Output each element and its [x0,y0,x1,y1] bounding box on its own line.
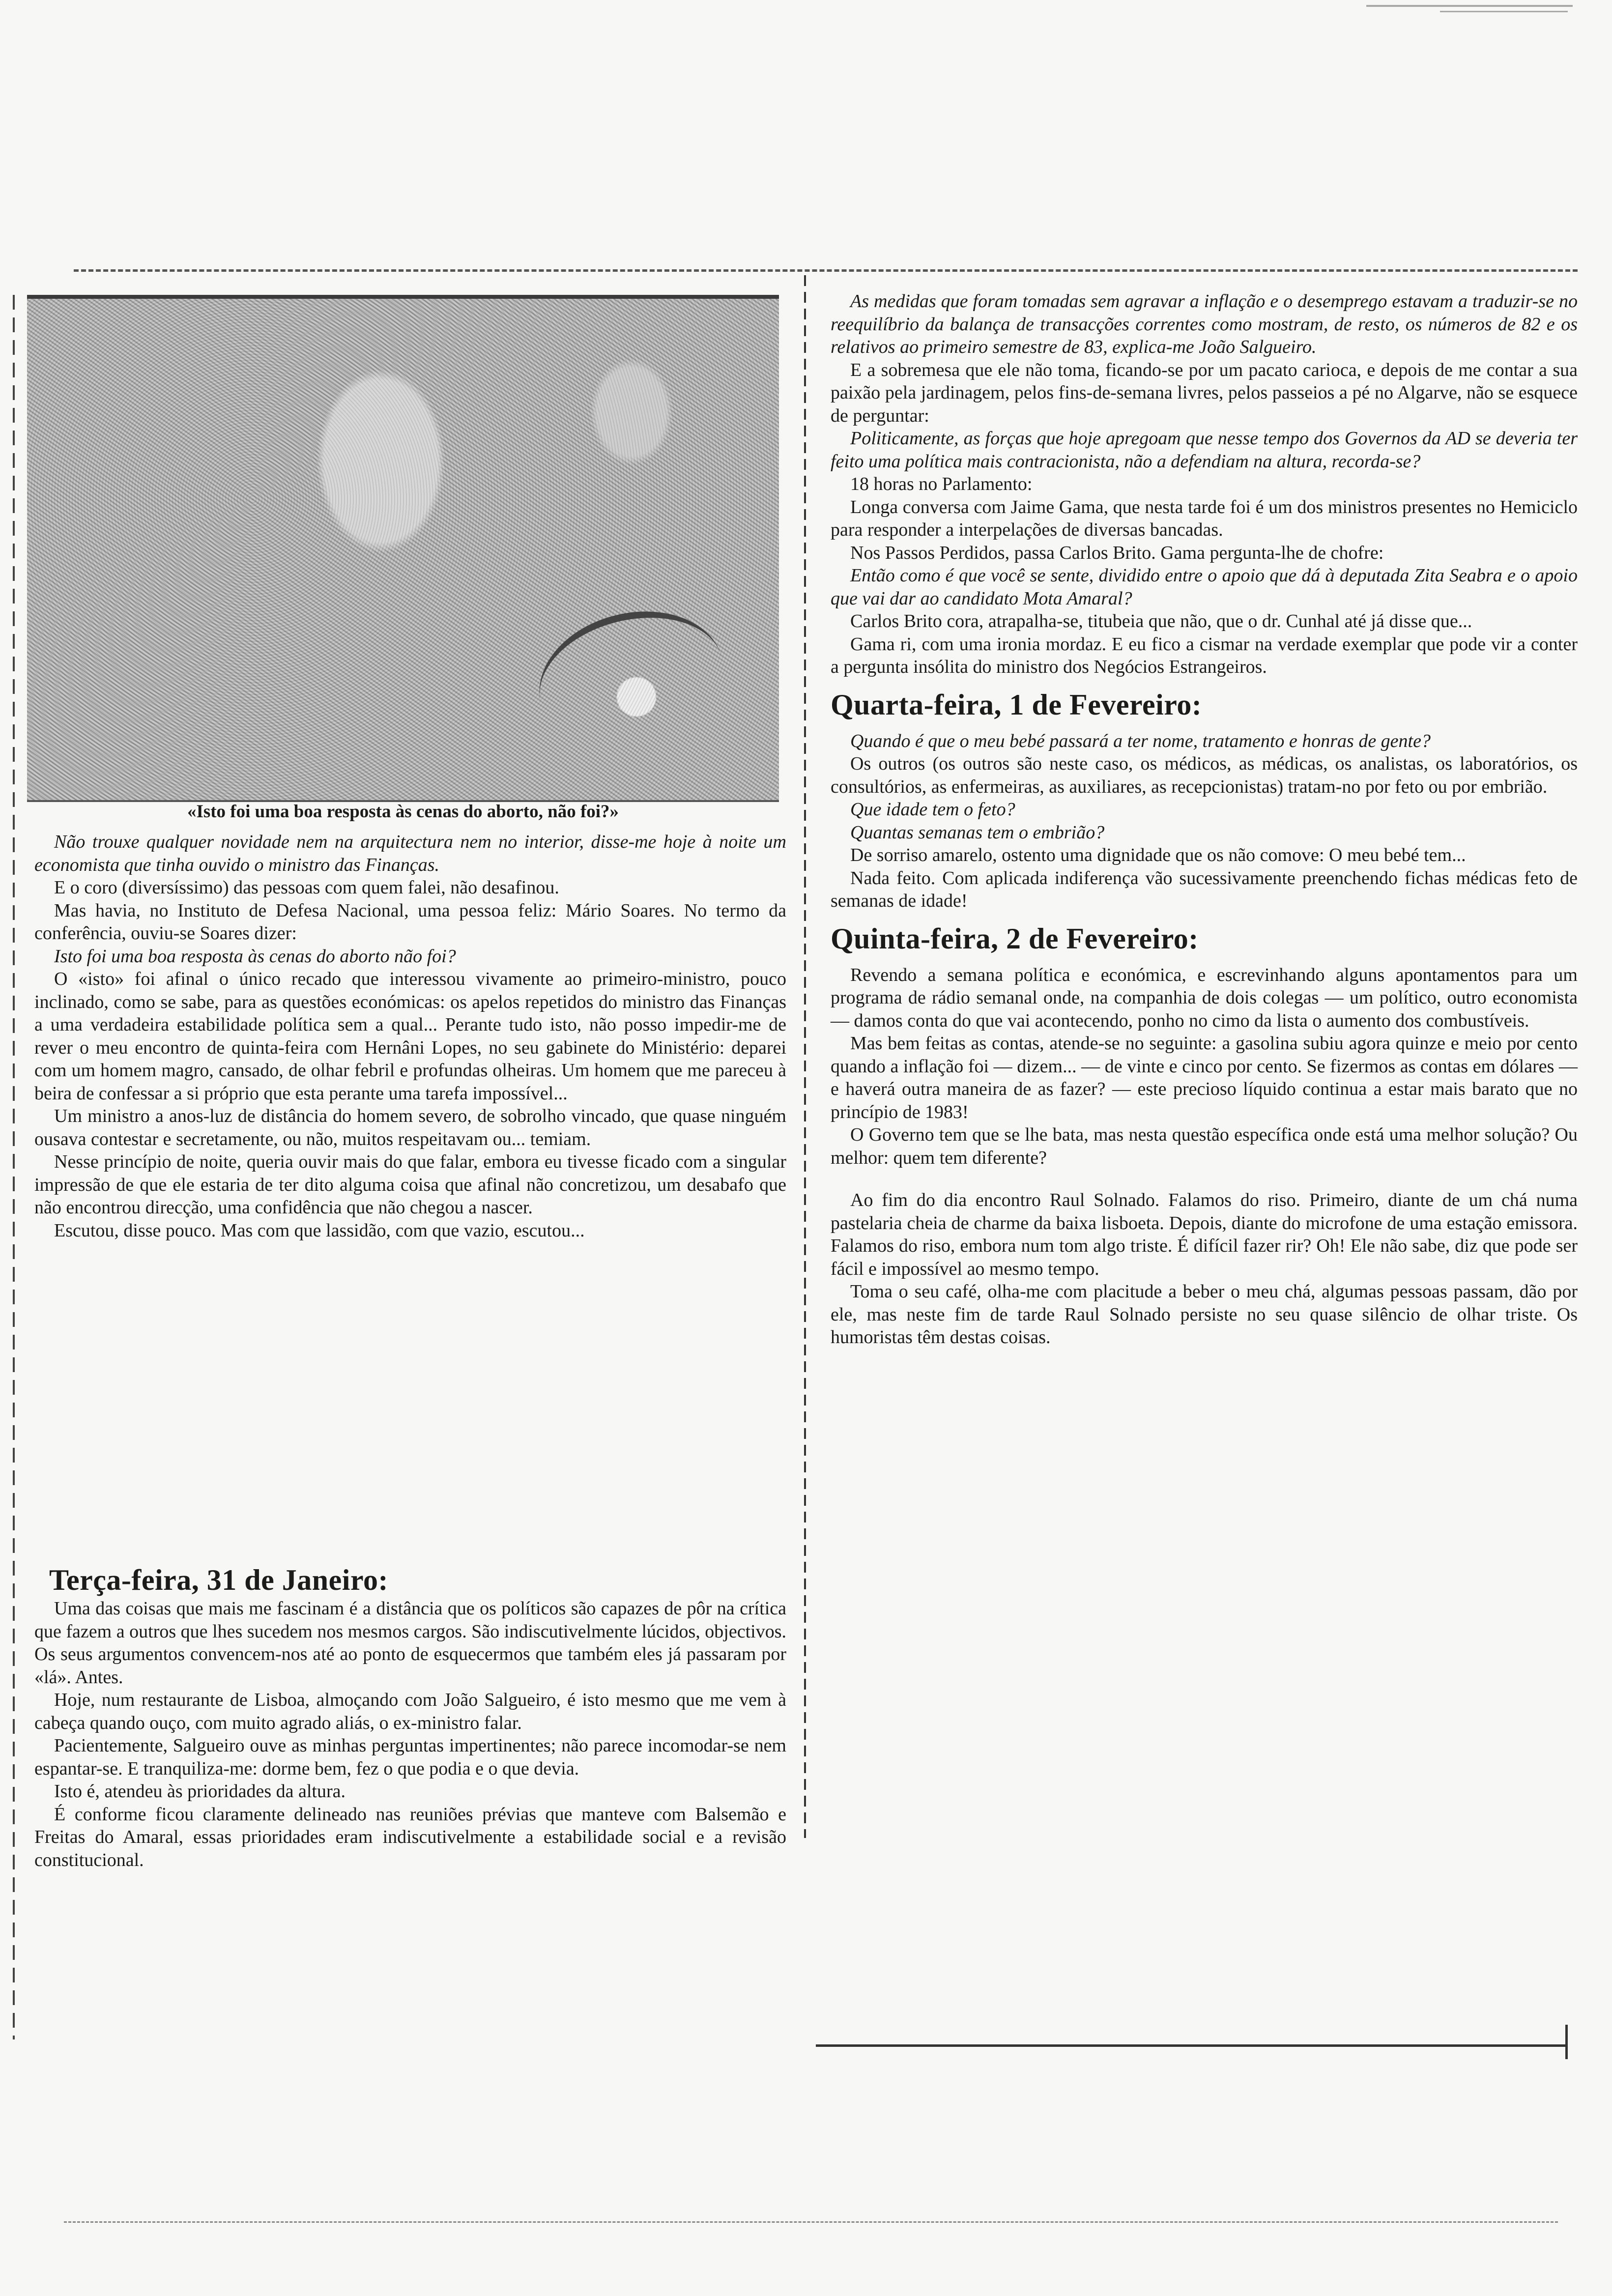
scan-speck [1366,5,1573,7]
paragraph: Toma o seu café, olha-me com placitude a beber o meu chá, algumas pessoas passam, dão por ele, mas neste fim de tarde Raul Solnado persiste no seu quase silêncio de olhar triste. Os humoristas têm destas coisas. [831,1281,1578,1348]
paragraph: Não trouxe qualquer novidade nem na arquitectura nem no interior, disse-me hoje à noite um economista que tinha ouvido o ministro das Finanças. [34,832,786,875]
paragraph: Isto é, atendeu às prioridades da altura. [54,1781,345,1802]
corner-tick [1565,2025,1568,2059]
paragraph: Mas bem feitas as contas, atende-se no seguinte: a gasolina subiu agora quinze e meio por cento quando a inflação foi — dizem... — de vinte e cinco por cento. Se fizermos as contas em dólares — e haverá outra maneira de as fazer? — este precioso líquido continua a estar mais barato que no princípio de 1983! [831,1033,1578,1122]
paragraph: Quando é que o meu bebé passará a ter nome, tratamento e honras de gente? [850,730,1431,751]
paragraph: Ao fim do dia encontro Raul Solnado. Falamos do riso. Primeiro, diante de um chá numa pastelaria cheia de charme da baixa lisboeta. Depois, diante do microfone de uma estação emissora. Falamos do riso, embora num tom algo triste. É difícil fazer rir? Oh! Ele não sabe, diz que pode ser fácil e impossível ao mesmo tempo. [831,1190,1578,1279]
paragraph: 18 horas no Parlamento: [850,474,1033,494]
top-rule [74,269,1578,280]
paragraph: Pacientemente, Salgueiro ouve as minhas perguntas impertinentes; não parece incomodar-se nem espantar-se. E tranquiliza-me: dorme bem, fez o que podia e o que devia. [34,1735,786,1779]
left-margin-rule [13,295,15,2039]
paragraph: E a sobremesa que ele não toma, ficando-se por um pacato carioca, e depois de me contar a sua paixão pela jardinagem, pelos fins-de-semana livres, pelos passeios a pé no Algarve, não se esquece de perguntar: [831,359,1578,426]
paragraph: E o coro (diversíssimo) das pessoas com quem falei, não desafinou. [54,877,559,898]
right-column-text [831,290,1578,1349]
paragraph: Um ministro a anos-luz de distância do homem severo, de sobrolho vincado, que quase ninguém ousava contestar e secretamente, ou não, muitos respeitavam ou... temiam. [34,1106,786,1149]
paragraph: Gama ri, com uma ironia mordaz. E eu fico a cismar na verdade exemplar que pode vir a conter a pergunta insólita do ministro dos Negócios Estrangeiros. [831,633,1578,677]
paragraph: Longa conversa com Jaime Gama, que nesta tarde foi é um dos ministros presentes no Hemiciclo para responder a interpelações de diversas bancadas. [831,496,1578,540]
column-rule [804,275,806,1838]
paragraph: Nesse princípio de noite, queria ouvir mais do que falar, embora eu tivesse ficado com a singular impressão de que ele estaria de ter dito alguma coisa que afinal não concretizou, um desabafo que não encontrou direcção, uma confidência que não chegou a nascer. [34,1151,786,1218]
paragraph: Revendo a semana política e económica, e escrevinhando alguns apontamentos para um programa de rádio semanal onde, na companhia de dois colegas — um político, outro economista — damos conta do que vai acontecendo, ponho no cimo da lista o aumento dos combustíveis. [831,964,1578,1031]
paragraph: De sorriso amarelo, ostento uma dignidade que os não comove: O meu bebé tem... [850,845,1466,865]
paragraph: Nos Passos Perdidos, passa Carlos Brito. Gama pergunta-lhe de chofre: [850,542,1384,563]
heading-thursday: Quinta-feira, 2 de Fevereiro: [831,922,1199,955]
news-photo [27,295,779,802]
paragraph: As medidas que foram tomadas sem agravar a inflação e o desemprego estavam a traduzir-se no reequilíbrio da balança de transacções correntes como mostram, de resto, os números de 82 e os relativos ao primeiro semestre de 83, explica-me João Salgueiro. [831,291,1578,357]
left-column-text-tuesday [34,1597,786,1871]
paragraph: Escutou, disse pouco. Mas com que lassidão, com que vazio, escutou... [54,1220,585,1241]
heading-wednesday: Quarta-feira, 1 de Fevereiro: [831,688,1202,721]
bottom-rule [816,2044,1568,2047]
paragraph: Politicamente, as forças que hoje apregoam que nesse tempo dos Governos da AD se deveria ter feito uma política mais contracionista, não a defendiam na altura, recorda-se? [831,428,1578,472]
bottom-dashed-rule [64,2221,1558,2223]
paragraph: Uma das coisas que mais me fascinam é a distância que os políticos são capazes de pôr na crítica que fazem a outros que lhes sucedem nos mesmos cargos. São indiscutivelmente lúcidos, objectivos. Os seus argumentos convencem-nos até ao ponto de esquecermos que também eles já passaram por «lá». Antes. [34,1598,786,1688]
paragraph: O Governo tem que se lhe bata, mas nesta questão específica onde está uma melhor solução? Ou melhor: quem tem diferente? [831,1124,1578,1168]
left-column-text [34,831,786,1242]
paragraph: Hoje, num restaurante de Lisboa, almoçando com João Salgueiro, é isto mesmo que me vem à cabeça quando ouço, com muito agrado aliás, o ex-ministro falar. [34,1690,786,1733]
paragraph: Que idade tem o feto? [850,799,1015,820]
paragraph: Mas havia, no Instituto de Defesa Nacional, uma pessoa feliz: Mário Soares. No termo da conferência, ouviu-se Soares dizer: [34,900,786,944]
scan-speck [1440,11,1568,12]
paragraph: Isto foi uma boa resposta às cenas do aborto não foi? [54,946,456,967]
paragraph: O «isto» foi afinal o único recado que interessou vivamente ao primeiro-ministro, pouco inclinado, como se sabe, para as questões económicas: os apelos repetidos do ministro das Finanças a uma verdadeira estabilidade política sem a qual... Perante tudo isto, não posso impedir-me de rever o meu encontro de quinta-feira com Hernâni Lopes, no seu gabinete do Ministério: deparei com um homem magro, cansado, de olhar febril e profundas olheiras. Um homem que me pareceu à beira de confessar a si próprio que esta perante uma tarefa impossível... [34,969,786,1104]
photo-caption: «Isto foi uma boa resposta às cenas do aborto, não foi?» [187,802,619,822]
paragraph: Carlos Brito cora, atrapalha-se, titubeia que não, que o dr. Cunhal até já disse que... [850,611,1472,631]
paragraph: Quantas semanas tem o embrião? [850,822,1105,843]
paragraph: É conforme ficou claramente delineado nas reuniões prévias que manteve com Balsemão e Freitas do Amaral, essas prioridades eram indiscutivelmente a estabilidade social e a revisão constitucional. [34,1804,786,1870]
paragraph: Os outros (os outros são neste caso, os médicos, as médicas, os analistas, os laboratórios, os consultórios, as enfermeiras, as auxiliares, as recepcionistas) tratam-no por feto ou por embrião. [831,753,1578,797]
heading-tuesday: Terça-feira, 31 de Janeiro: [49,1564,388,1596]
paragraph: Então como é que você se sente, dividido entre o apoio que dá à deputada Zita Seabra e o apoio que vai dar ao candidato Mota Amaral? [831,565,1578,609]
paragraph: Nada feito. Com aplicada indiferença vão sucessivamente preenchendo fichas médicas feto de semanas de idade! [831,867,1578,911]
